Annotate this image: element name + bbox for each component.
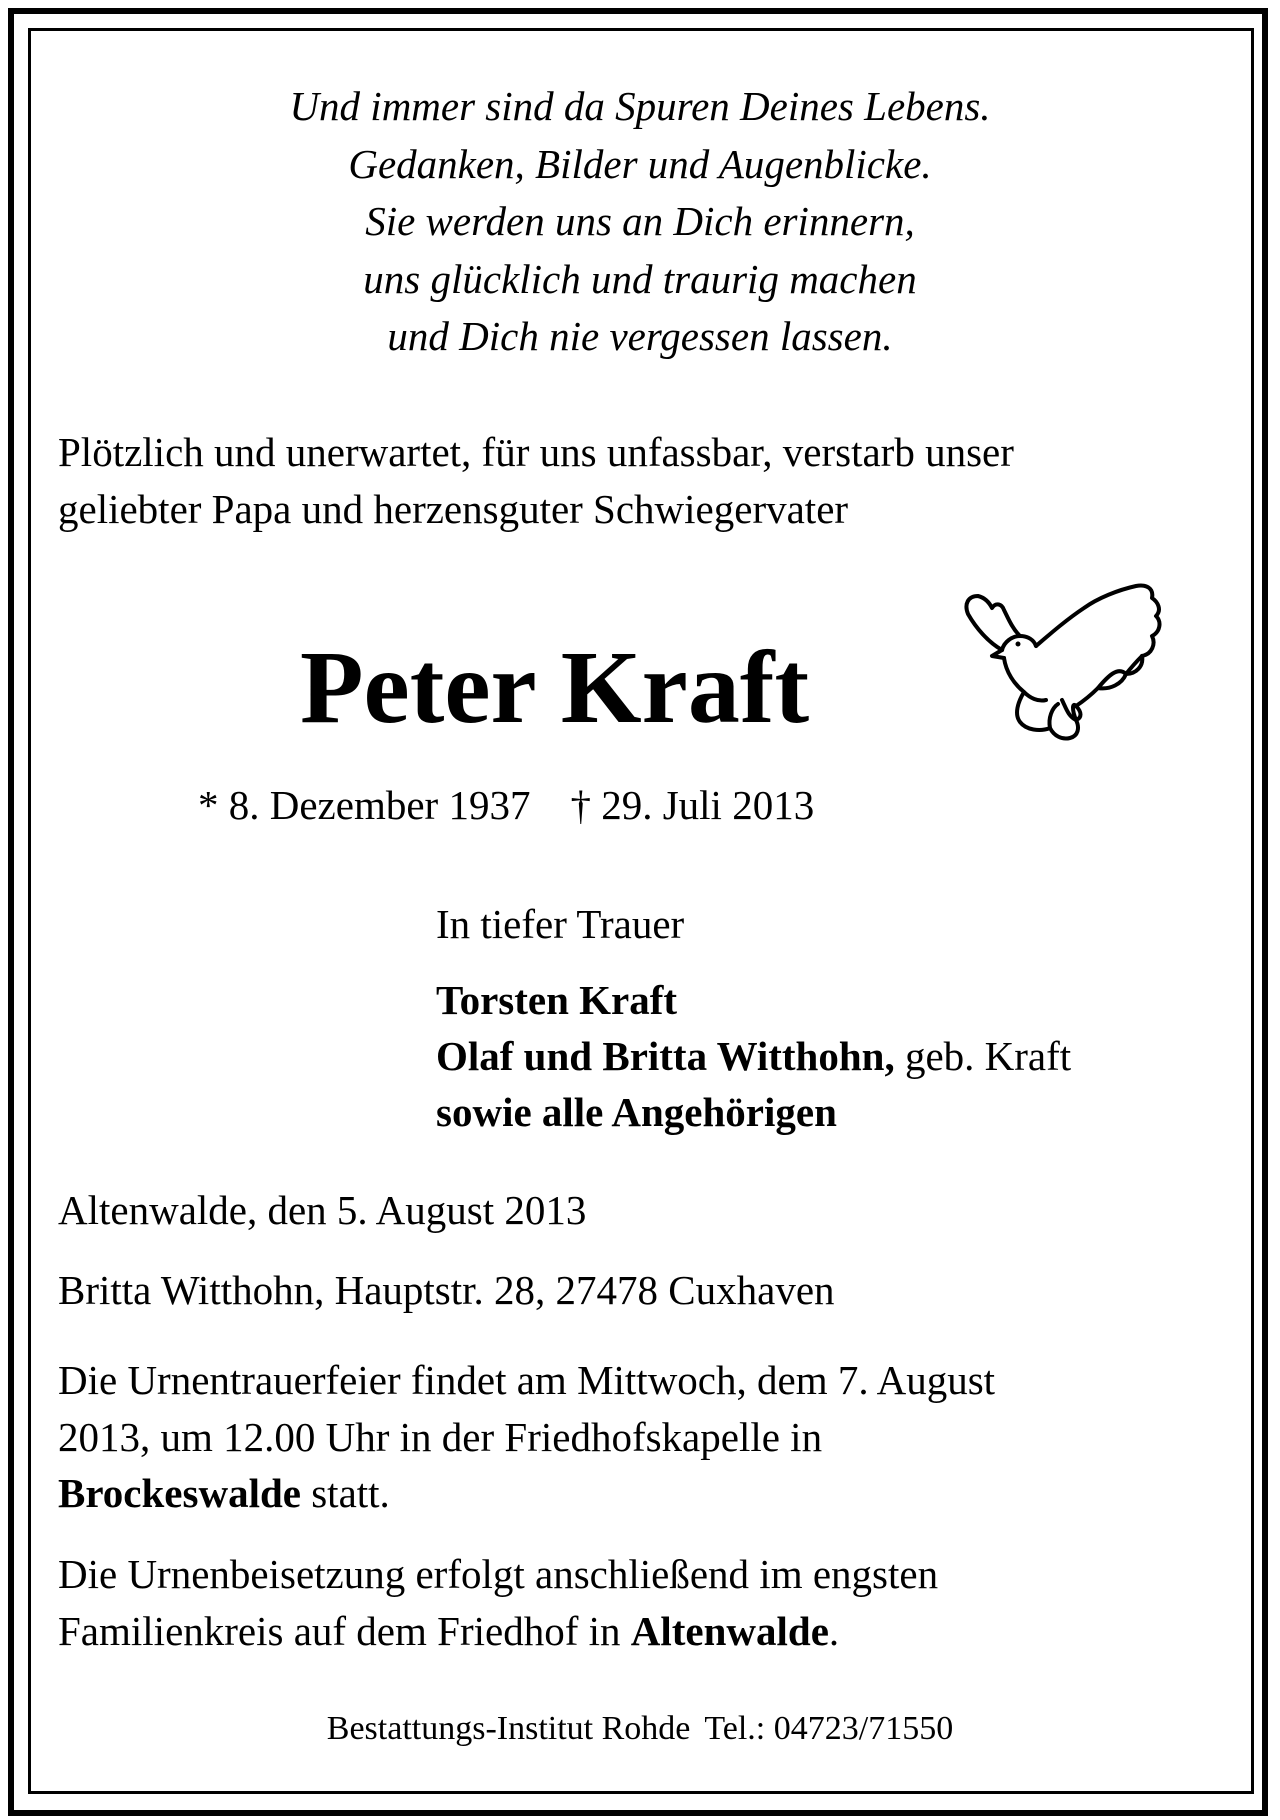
service-line: Die Urnentrauerfeier findet am Mittwoch, dem 7. August	[58, 1357, 996, 1403]
service-location: Brockeswalde	[58, 1470, 301, 1516]
mourners-list	[436, 972, 1071, 1140]
service-line-end: statt.	[300, 1470, 390, 1516]
burial-info	[58, 1546, 1228, 1659]
poem-line: und Dich nie vergessen lassen.	[387, 313, 893, 359]
life-dates	[198, 777, 814, 833]
dove-icon	[958, 580, 1178, 750]
intro-line: geliebter Papa und herzensguter Schwiegervater	[58, 486, 849, 532]
contact-address: Britta Witthohn, Hauptstr. 28, 27478 Cuxhaven	[58, 1267, 835, 1313]
mourner-name: Torsten Kraft	[436, 977, 678, 1023]
burial-line-start: Familienkreis auf dem Friedhof in	[58, 1607, 631, 1654]
poem-line: Und immer sind da Spuren Deines Lebens.	[289, 83, 991, 129]
service-line	[58, 1465, 1228, 1522]
footer-funeral-home	[0, 1704, 1280, 1754]
mourning-heading: In tiefer Trauer	[436, 901, 685, 947]
death-date: † 29. Juli 2013	[570, 782, 815, 828]
burial-line: Die Urnenbeisetzung erfolgt anschließend im engsten	[58, 1551, 939, 1597]
burial-line	[58, 1603, 1228, 1660]
service-info	[58, 1352, 1228, 1522]
funeral-home-name: Bestattungs-Institut Rohde	[326, 1710, 691, 1747]
intro-text	[58, 424, 1238, 538]
place-date: Altenwalde, den 5. August 2013	[58, 1187, 587, 1233]
burial-location: Altenwalde	[630, 1607, 829, 1654]
poem	[60, 78, 1220, 366]
funeral-home-phone: Tel.: 04723/71550	[704, 1710, 954, 1747]
birth-date: * 8. Dezember 1937	[198, 782, 531, 828]
deceased-name: Peter Kraft	[300, 630, 810, 745]
mourner-maiden-name: geb. Kraft	[894, 1033, 1072, 1079]
poem-line: Sie werden uns an Dich erinnern,	[365, 198, 915, 244]
poem-line: uns glücklich und traurig machen	[363, 255, 917, 302]
poem-line: Gedanken, Bilder und Augenblicke.	[348, 140, 932, 187]
service-line: 2013, um 12.00 Uhr in der Friedhofskapelle in	[58, 1413, 823, 1460]
intro-line: Plötzlich und unerwartet, für uns unfassbar, verstarb unser	[58, 429, 1014, 475]
mourner-name-bold: Olaf und Britta Witthohn,	[436, 1033, 895, 1079]
mourner-name: sowie alle Angehörigen	[436, 1089, 837, 1135]
mourner-name	[436, 1028, 1071, 1084]
burial-line-end: .	[828, 1607, 840, 1654]
